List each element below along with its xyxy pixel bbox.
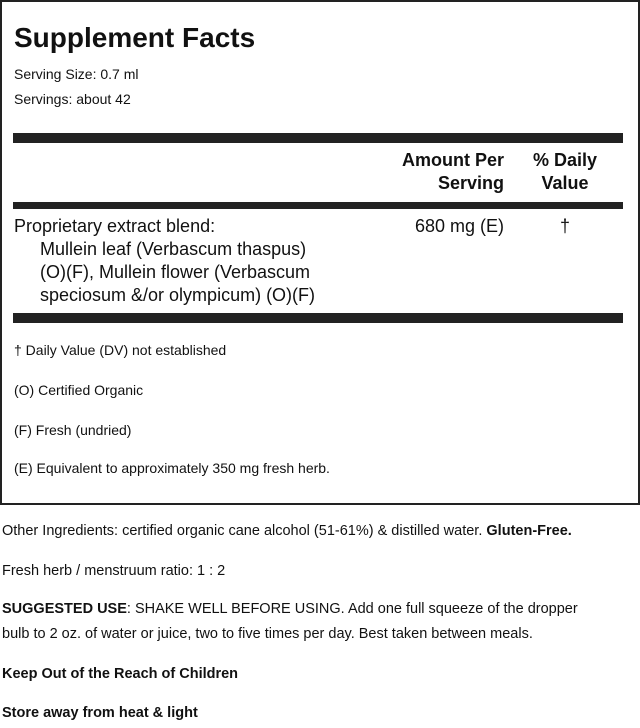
thick-divider: [13, 313, 623, 323]
herb-ratio: Fresh herb / menstruum ratio: 1 : 2: [2, 563, 226, 579]
ingredient-dv: †: [559, 216, 570, 236]
footnote: (F) Fresh (undried): [14, 422, 132, 438]
thick-divider: [13, 133, 623, 143]
amount-per-serving-header: Amount Per Serving: [401, 150, 504, 193]
footnote: † Daily Value (DV) not established: [14, 342, 227, 358]
daily-value-header: % Daily Value: [532, 150, 598, 193]
suggested-use: SUGGESTED USE: SHAKE WELL BEFORE USING. Add one full squeeze of the dropper: [2, 601, 578, 617]
storage: Store away from heat & light: [2, 705, 198, 721]
panel-title: Supplement Facts: [14, 22, 256, 53]
ingredient-amount: 680 mg (E): [414, 216, 504, 236]
footnote: (E) Equivalent to approximately 350 mg fresh herb.: [14, 460, 330, 476]
warning: Keep Out of the Reach of Children: [2, 666, 239, 682]
ingredient-name: Proprietary extract blend:: [14, 216, 216, 236]
footnote: (O) Certified Organic: [14, 382, 144, 398]
ingredient-detail: Mullein leaf (Verbascum thaspus) (O)(F), Mullein flower (Verbascum speciosum &/or olympicum) (O)(F): [40, 239, 316, 305]
serving-size: Serving Size: 0.7 ml: [14, 66, 139, 82]
other-ingredients: Other Ingredients: certified organic cane alcohol (51-61%) & distilled water. Gluten-Free.: [2, 523, 572, 539]
suggested-use-continued: bulb to 2 oz. of water or juice, two to five times per day. Best taken between meals.: [2, 626, 533, 642]
servings-per-container: Servings: about 42: [14, 91, 131, 107]
header-divider: [13, 202, 623, 209]
